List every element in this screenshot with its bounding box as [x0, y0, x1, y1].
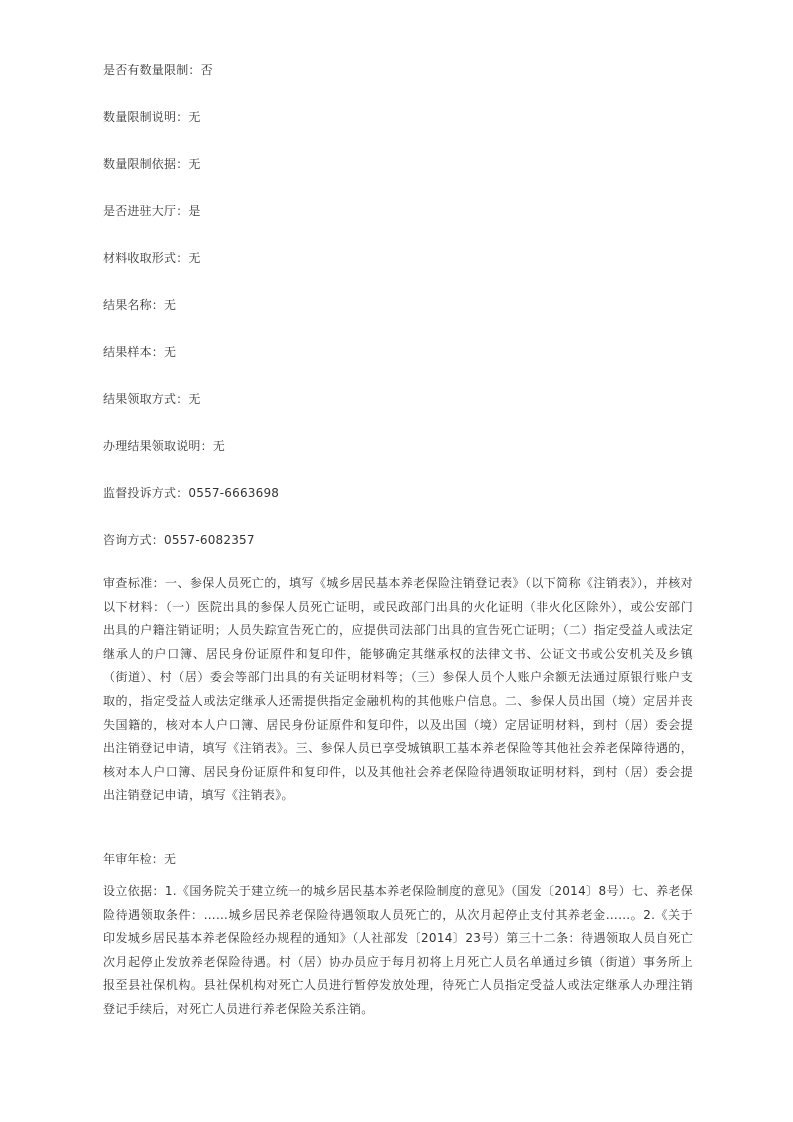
- field-result-pickup-method: 结果领取方式：无: [103, 392, 201, 406]
- field-complaint-phone: 监督投诉方式：0557-6663698: [103, 486, 280, 500]
- field-quantity-limit-basis: 数量限制依据：无: [103, 157, 201, 171]
- field-annual-check: 年审年检：无: [103, 852, 177, 866]
- review-standard-paragraph: 审查标准：一、参保人员死亡的，填写《城乡居民基本养老保险注销登记表》（以下简称《注销表》），并核对以下材料：（一）医院出具的参保人员死亡证明，或民政部门出具的火化证明（非火化区除外），或公安部门出具的户籍注销证明；人员失踪宣告死亡的，应提供司法部门出具的宣告死亡证明；（二）指定受益人或法定继承人的户口簿、居民身份证原件和复印件，能够确定其继承权的法律文书、公证文书或公安机关及乡镇（街道）、村（居）委会等部门出具的有关证明材料等；（三）参保人员个人账户余额无法通过原银行账户支取的，指定受益人或法定继承人还需提供指定金融机构的其他账户信息。二、参保人员出国（境）定居并丧失国籍的，核对本人户口簿、居民身份证原件和复印件，以及出国（境）定居证明材料，到村（居）委会提出注销登记申请，填写《注销表》。三、参保人员已享受城镇职工基本养老保险等其他社会养老保障待遇的，核对本人户口簿、居民身份证原件和复印件，以及其他社会养老保险待遇领取证明材料，到村（居）委会提出注销登记申请，填写《注销表》。: [103, 576, 693, 803]
- field-material-collection-form: 材料收取形式：无: [103, 251, 201, 265]
- field-result-pickup-note: 办理结果领取说明：无: [103, 439, 226, 453]
- field-result-sample: 结果样本：无: [103, 345, 177, 359]
- field-quantity-limit: 是否有数量限制：否: [103, 63, 213, 77]
- field-quantity-limit-note: 数量限制说明：无: [103, 110, 201, 124]
- field-in-service-hall: 是否进驻大厅：是: [103, 204, 201, 218]
- field-result-name: 结果名称：无: [103, 298, 177, 312]
- field-consult-phone: 咨询方式：0557-6082357: [103, 533, 255, 547]
- legal-basis-paragraph: 设立依据：1.《国务院关于建立统一的城乡居民基本养老保险制度的意见》（国发〔2014〕8号）七、养老保险待遇领取条件：……城乡居民养老保险待遇领取人员死亡的，从次月起停止支付其养老金……。2.《关于印发城乡居民基本养老保险经办规程的通知》（人社部发〔2014〕23号）第三十二条：待遇领取人员自死亡次月起停止发放养老保险待遇。村（居）协办员应于每月初将上月死亡人员名单通过乡镇（街道）事务所上报至县社保机构。县社保机构对死亡人员进行暂停发放处理，待死亡人员指定受益人或法定继承人办理注销登记手续后，对死亡人员进行养老保险关系注销。: [103, 884, 693, 1016]
